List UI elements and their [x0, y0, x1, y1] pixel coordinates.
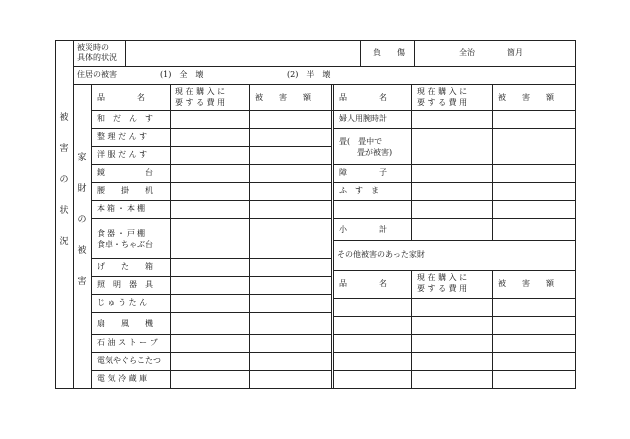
item-label: 電 気 冷 蔵 庫: [97, 374, 148, 383]
rule: [334, 182, 576, 183]
rule: [249, 84, 250, 389]
item-label: 障 子: [339, 168, 387, 177]
rule: [575, 40, 576, 389]
rule: [91, 164, 332, 165]
rule: [333, 84, 334, 389]
rule: [334, 200, 576, 201]
rule: [91, 218, 332, 219]
rule: [55, 40, 56, 389]
house-option-full: (1) 全 壊: [160, 70, 204, 79]
item-label: 本箱・本棚: [97, 204, 147, 213]
header-cost: 現 在 購 入 に: [417, 273, 468, 282]
rule: [91, 312, 332, 313]
header-cost: 要 す る 費 用: [175, 98, 226, 107]
side-label-inner: 家 財 の 被 害: [77, 153, 87, 287]
rule: [55, 40, 576, 41]
rule: [414, 40, 415, 66]
subtotal-label: 小 計: [339, 225, 387, 234]
rule: [334, 298, 576, 299]
rule: [334, 128, 576, 129]
injury-label: 負 傷: [373, 48, 405, 57]
rule: [334, 218, 576, 219]
item-label: 洋 服 だ ん す: [97, 150, 148, 159]
rule: [91, 370, 332, 371]
rule: [492, 270, 493, 389]
header-damage: 被 害 額: [255, 93, 311, 102]
header-cost: 要 す る 費 用: [417, 98, 468, 107]
rule: [73, 66, 576, 67]
item-label: じ ゅ う た ん: [97, 298, 148, 307]
item-label: げ た 箱: [97, 262, 153, 271]
rule: [334, 370, 576, 371]
item-label: 婦人用腕時計: [339, 114, 387, 123]
rule: [360, 40, 361, 66]
header-item: 品 名: [97, 93, 145, 102]
rule: [334, 164, 576, 165]
rule: [91, 258, 332, 259]
rule: [91, 334, 332, 335]
item-label: 電気やぐらこたつ: [97, 356, 161, 365]
item-label: 鏡 台: [97, 168, 153, 177]
rule: [334, 334, 576, 335]
rule: [73, 40, 74, 389]
header-cost: 現 在 購 入 に: [417, 87, 468, 96]
header-cost: 現 在 購 入 に: [175, 87, 226, 96]
situation-label: 具体的状況: [77, 53, 117, 62]
situation-label: 被災時の: [77, 43, 109, 52]
item-label: 畳( 畳中で: [339, 137, 383, 146]
rule: [492, 84, 493, 240]
rule: [55, 388, 576, 389]
item-label: 石 油 ス ト ー ブ: [97, 338, 158, 347]
rule: [411, 84, 412, 240]
rule: [91, 128, 332, 129]
header-damage: 被 害 額: [498, 93, 554, 102]
rule: [334, 352, 576, 353]
rule: [91, 200, 332, 201]
item-label: 照 明 器 具: [97, 280, 153, 289]
rule: [125, 40, 126, 66]
rule: [334, 316, 576, 317]
damage-form: [55, 40, 576, 388]
item-label: 食卓・ちゃぶ台: [97, 240, 153, 249]
injury-value: 全治 箇月: [459, 48, 523, 57]
rule: [91, 182, 332, 183]
house-option-half: (2) 半 壊: [287, 70, 331, 79]
rule: [91, 146, 332, 147]
item-label: 和 だ ん す: [97, 114, 153, 123]
rule: [91, 276, 332, 277]
rule: [334, 240, 576, 241]
item-label: ふ す ま: [339, 186, 379, 195]
side-label-outer: 被 害 の 状 況: [59, 113, 69, 247]
rule: [73, 84, 576, 85]
house-damage-label: 住居の被害: [77, 70, 117, 79]
header-damage: 被 害 額: [498, 279, 554, 288]
item-label: 扇 風 機: [97, 319, 153, 328]
header-cost: 要 す る 費 用: [417, 284, 468, 293]
rule: [331, 84, 332, 389]
header-item: 品 名: [339, 279, 387, 288]
rule: [411, 270, 412, 389]
rule: [334, 270, 576, 271]
item-label: 整 理 だ ん す: [97, 132, 148, 141]
rule: [91, 294, 332, 295]
other-items-title: その他被害のあった家財: [337, 250, 425, 259]
header-item: 品 名: [339, 93, 387, 102]
rule: [91, 84, 92, 389]
rule: [91, 352, 332, 353]
item-label: 腰 掛 机: [97, 186, 153, 195]
item-label: 畳が被害): [357, 148, 393, 157]
item-label: 食器・戸棚: [97, 229, 147, 238]
rule: [170, 84, 171, 389]
